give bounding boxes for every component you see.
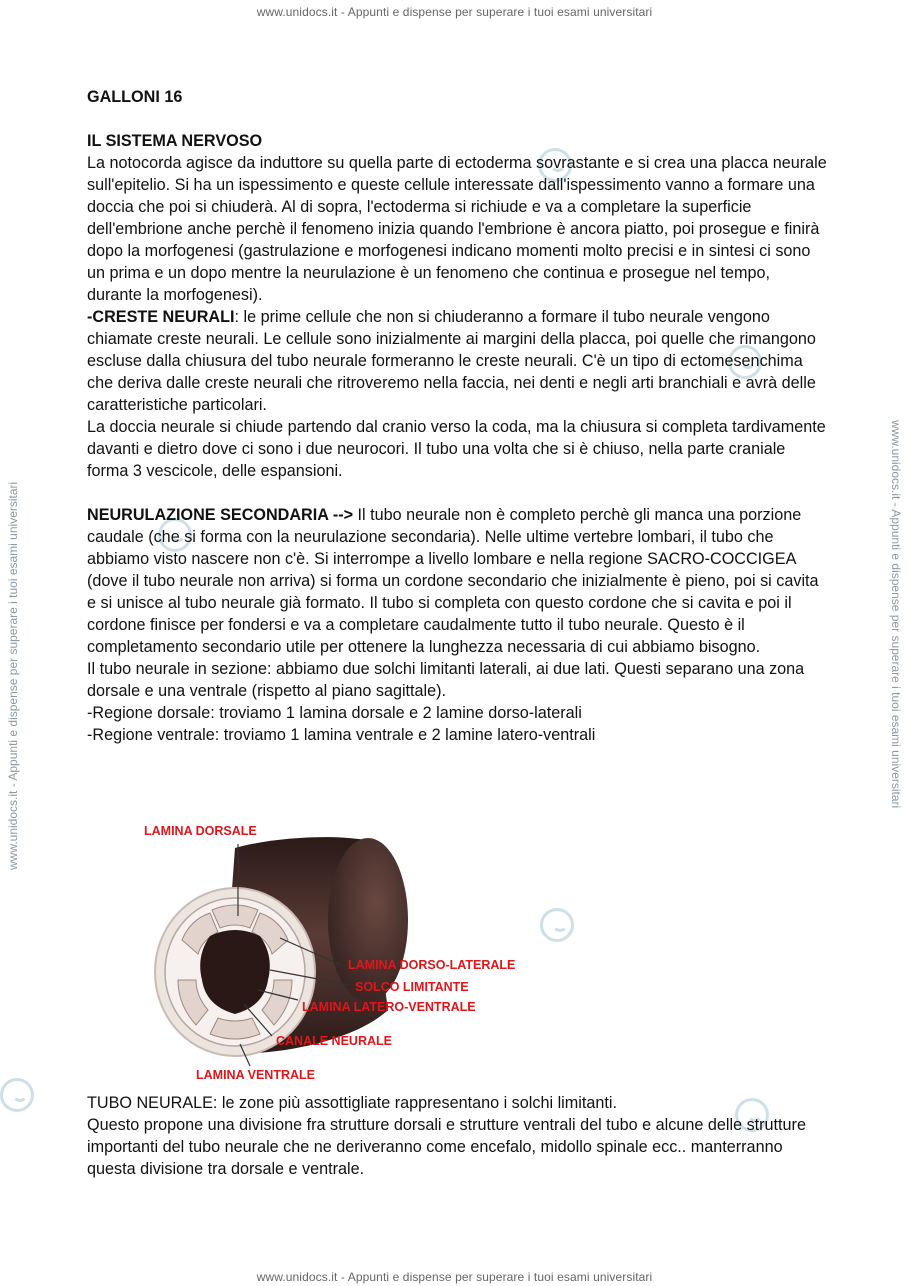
neurulazione-secondaria-label: NEURULAZIONE SECONDARIA --> [87, 506, 354, 524]
header-watermark: www.unidocs.it - Appunti e dispense per superare i tuoi esami universitari [256, 5, 653, 19]
creste-neurali-label: -CRESTE NEURALI [87, 308, 235, 326]
paragraph-regione-ventrale: -Regione ventrale: troviamo 1 lamina ventrale e 2 lamine latero-ventrali [87, 726, 596, 744]
paragraph-neurulazione-secondaria [87, 504, 827, 658]
paragraph-regione-dorsale: -Regione dorsale: troviamo 1 lamina dorsale e 2 lamine dorso-laterali [87, 704, 582, 722]
section-title: IL SISTEMA NERVOSO [87, 132, 263, 150]
paragraph-divisione: Questo propone una divisione fra strutture dorsali e strutture ventrali del tubo e alcune delle strutture importanti del tubo neurale che ne deriveranno come encefalo, midollo spinale ecc.. manterranno questa divisione tra dorsale e ventrale. [87, 1116, 806, 1178]
label-lamina-dorso-laterale: LAMINA DORSO-LATERALE [348, 958, 516, 972]
left-side-watermark: www.unidocs.it - Appunti e dispense per superare i tuoi esami universitari [6, 481, 20, 870]
label-lamina-ventrale: LAMINA VENTRALE [196, 1068, 315, 1082]
paragraph-doccia-neurale: La doccia neurale si chiude partendo dal cranio verso la coda, ma la chiusura si completa tardivamente davanti e dietro dove ci sono i due neurocori. Il tubo una volta che si è chiuso, nella parte craniale forma 3 vescicole, delle espansioni. [87, 418, 826, 480]
neural-tube-figure [140, 820, 560, 1090]
paragraph-notocorda: La notocorda agisce da induttore su quella parte di ectoderma sovrastante e si crea una placca neurale sull'epitelio. Si ha un ispessimento e queste cellule interessate dall'ispessimento vanno a formare una doccia che poi si chiuderà. Al di sopra, l'ectoderma si richiude e va a completare la superficie dell'embrione anche perchè il fenomeno inizia quando l'embrione è ancora piatto, poi prosegue e finirà dopo la morfogenesi (gastrulazione e morfogenesi indicano momenti molto precisi e in sintesi ci sono un prima e un dopo mentre la neurulazione è un fenomeno che continua e prosegue nel tempo, durante la morfogenesi). [87, 154, 827, 304]
label-lamina-latero-ventrale: LAMINA LATERO-VENTRALE [302, 1000, 476, 1014]
document-heading: GALLONI 16 [87, 88, 183, 106]
document-body [87, 86, 827, 746]
label-solco-limitante: SOLCO LIMITANTE [355, 980, 469, 994]
label-canale-neurale: CANALE NEURALE [276, 1034, 392, 1048]
paragraph-tubo-neurale-caption: TUBO NEURALE: le zone più assottigliate rappresentano i solchi limitanti. [87, 1094, 617, 1112]
neurulazione-secondaria-text: Il tubo neurale non è completo perchè gli manca una porzione caudale (che si forma con la neurulazione secondaria). Nelle ultime vertebre lombari, il tubo che abbiamo visto nascere non c'è. Si interrompe a livello lombare e nella regione SACRO-COCCIGEA (dove il tubo neurale non arriva) si forma un cordone secondario che inizialmente è pieno, poi si cavita e si unisce al tubo neurale già formato. Il tubo si completa con questo cordone che si cavita e poi il cordone finisce per fondersi e va a completare caudalmente tutto il tubo neurale. Questo è il completamento secondario utile per ottenere la lunghezza necessaria di cui abbiamo bisogno. [87, 506, 819, 656]
creste-neurali-text: : le prime cellule che non si chiuderanno a formare il tubo neurale vengono chiamate creste neurali. Le cellule sono inizialmente ai margini della placca, poi quelle che rimangono escluse dalla chiusura del tubo neurale formeranno le creste neurali. C'è un tipo di ectomesenchima che deriva dalle creste neurali che ritroveremo nella faccia, nei denti e negli arti branchiali e avrà delle caratteristiche particolari. [87, 308, 816, 414]
neural-tube-illustration [140, 820, 560, 1090]
figure-caption-block [87, 1092, 827, 1180]
label-lamina-dorsale: LAMINA DORSALE [144, 824, 257, 838]
footer-watermark: www.unidocs.it - Appunti e dispense per superare i tuoi esami universitari [256, 1270, 653, 1284]
paragraph-tubo-sezione: Il tubo neurale in sezione: abbiamo due solchi limitanti laterali, ai due lati. Questi separano una zona dorsale e una ventrale (rispetto al piano sagittale). [87, 660, 805, 700]
right-side-watermark: www.unidocs.it - Appunti e dispense per superare i tuoi esami universitari [889, 420, 903, 809]
unidocs-logo-icon [0, 1078, 34, 1112]
paragraph-creste-neurali [87, 306, 827, 416]
